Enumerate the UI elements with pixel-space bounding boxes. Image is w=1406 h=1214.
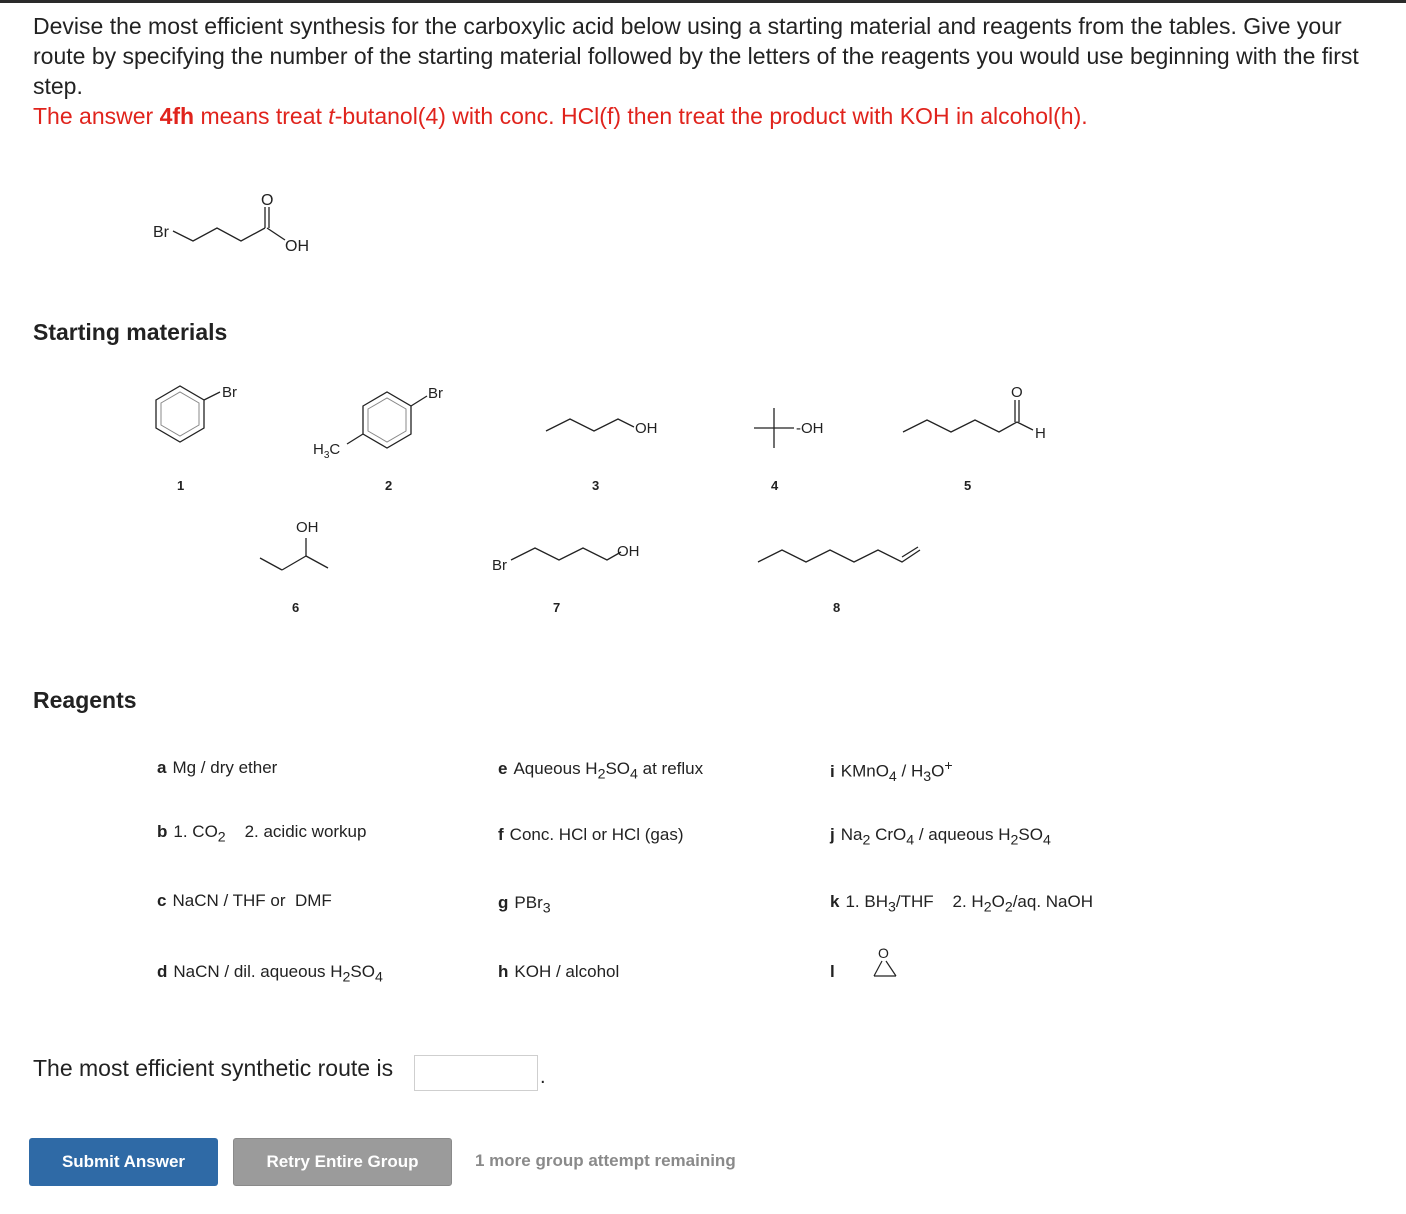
- reagent-l: l: [830, 962, 835, 981]
- sm1-br-label: Br: [222, 384, 237, 401]
- reagent-c: c NaCN / THF or DMF: [157, 891, 332, 910]
- sm5-number: 5: [964, 478, 972, 493]
- question-text: [33, 11, 1373, 131]
- reagent-a: a Mg / dry ether: [157, 758, 278, 777]
- starting-material-8: [750, 530, 940, 620]
- sm3-oh-label: OH: [635, 420, 658, 437]
- reagent-g: g PBr$_3$: [498, 893, 551, 917]
- reagent-h: h KOH / alcohol: [498, 962, 620, 981]
- question-example: [33, 101, 1373, 131]
- target-oh-label: OH: [285, 238, 309, 255]
- sm7-number: 7: [553, 600, 561, 615]
- sm2-br-label: Br: [428, 385, 443, 402]
- sm5-h-label: H: [1035, 425, 1046, 442]
- starting-material-5: [895, 378, 1065, 498]
- question-instructions: Devise the most efficient synthesis for the carboxylic acid below using a starting material and reagents from the tables. Give your route by specifying the number of the starting material followed by the letters of the reagents you would use beginning with the first step.: [33, 13, 1359, 99]
- starting-materials-heading: Starting materials: [33, 319, 228, 345]
- reagent-d: d NaCN / dil. aqueous $H_2SO_4$: [157, 962, 383, 986]
- reagent-l-epoxide: [866, 944, 906, 984]
- epoxide-o-label: O: [878, 945, 889, 961]
- reagent-j: j $Na_2$ CrO$_4$ / aqueous $H_2SO_4$: [830, 825, 1051, 849]
- answer-input[interactable]: [414, 1055, 538, 1091]
- reagent-i: i KMnO$_4$ / $H_3O^+$: [830, 758, 953, 786]
- target-br-label: Br: [153, 224, 169, 241]
- example-bold: 4fh: [159, 103, 195, 129]
- sm4-oh-label: -OH: [796, 420, 824, 437]
- reagent-e: e Aqueous $H_2SO_4$ at reflux: [498, 759, 704, 783]
- example-pre: The answer: [33, 103, 160, 129]
- starting-material-7: [485, 530, 665, 620]
- example-italic: t: [328, 103, 335, 129]
- sm3-number: 3: [592, 478, 600, 493]
- sm2-number: 2: [385, 478, 393, 493]
- starting-material-1: [150, 378, 260, 498]
- reagent-f: f Conc. HCl or HCl (gas): [498, 825, 684, 844]
- sm5-o-label: O: [1011, 384, 1023, 401]
- sm7-oh-label: OH: [617, 543, 640, 560]
- starting-material-3: [540, 395, 670, 495]
- sm6-number: 6: [292, 600, 300, 615]
- example-post: -butanol(4) with conc. HCl(f) then treat the product with KOH in alcohol(h).: [334, 103, 1088, 129]
- sm2-h3c-label: $H_3C$: [313, 441, 341, 461]
- starting-material-6: [250, 510, 350, 620]
- attempts-remaining: 1 more group attempt remaining: [475, 1151, 736, 1170]
- starting-material-4: [740, 390, 840, 495]
- sm6-oh-label: OH: [296, 519, 319, 536]
- answer-suffix: .: [540, 1066, 546, 1088]
- sm4-number: 4: [771, 478, 779, 493]
- sm1-number: 1: [177, 478, 185, 493]
- example-mid: means treat: [194, 103, 329, 129]
- answer-prompt: The most efficient synthetic route is: [33, 1055, 394, 1081]
- top-border: [0, 0, 1406, 3]
- sm8-number: 8: [833, 600, 841, 615]
- target-molecule: [145, 185, 335, 265]
- reagent-k: k 1. $BH_3$/THF 2. $H_2O_2/aq$. NaOH: [830, 892, 1094, 916]
- sm7-br-label: Br: [492, 557, 507, 574]
- reagent-b: b 1. $CO_2$ 2. acidic workup: [157, 822, 367, 846]
- reagents-heading: Reagents: [33, 687, 137, 713]
- starting-material-2: [305, 378, 465, 498]
- retry-entire-group-button[interactable]: Retry Entire Group: [233, 1138, 452, 1186]
- target-o-label: O: [261, 192, 274, 209]
- submit-answer-button[interactable]: Submit Answer: [29, 1138, 218, 1186]
